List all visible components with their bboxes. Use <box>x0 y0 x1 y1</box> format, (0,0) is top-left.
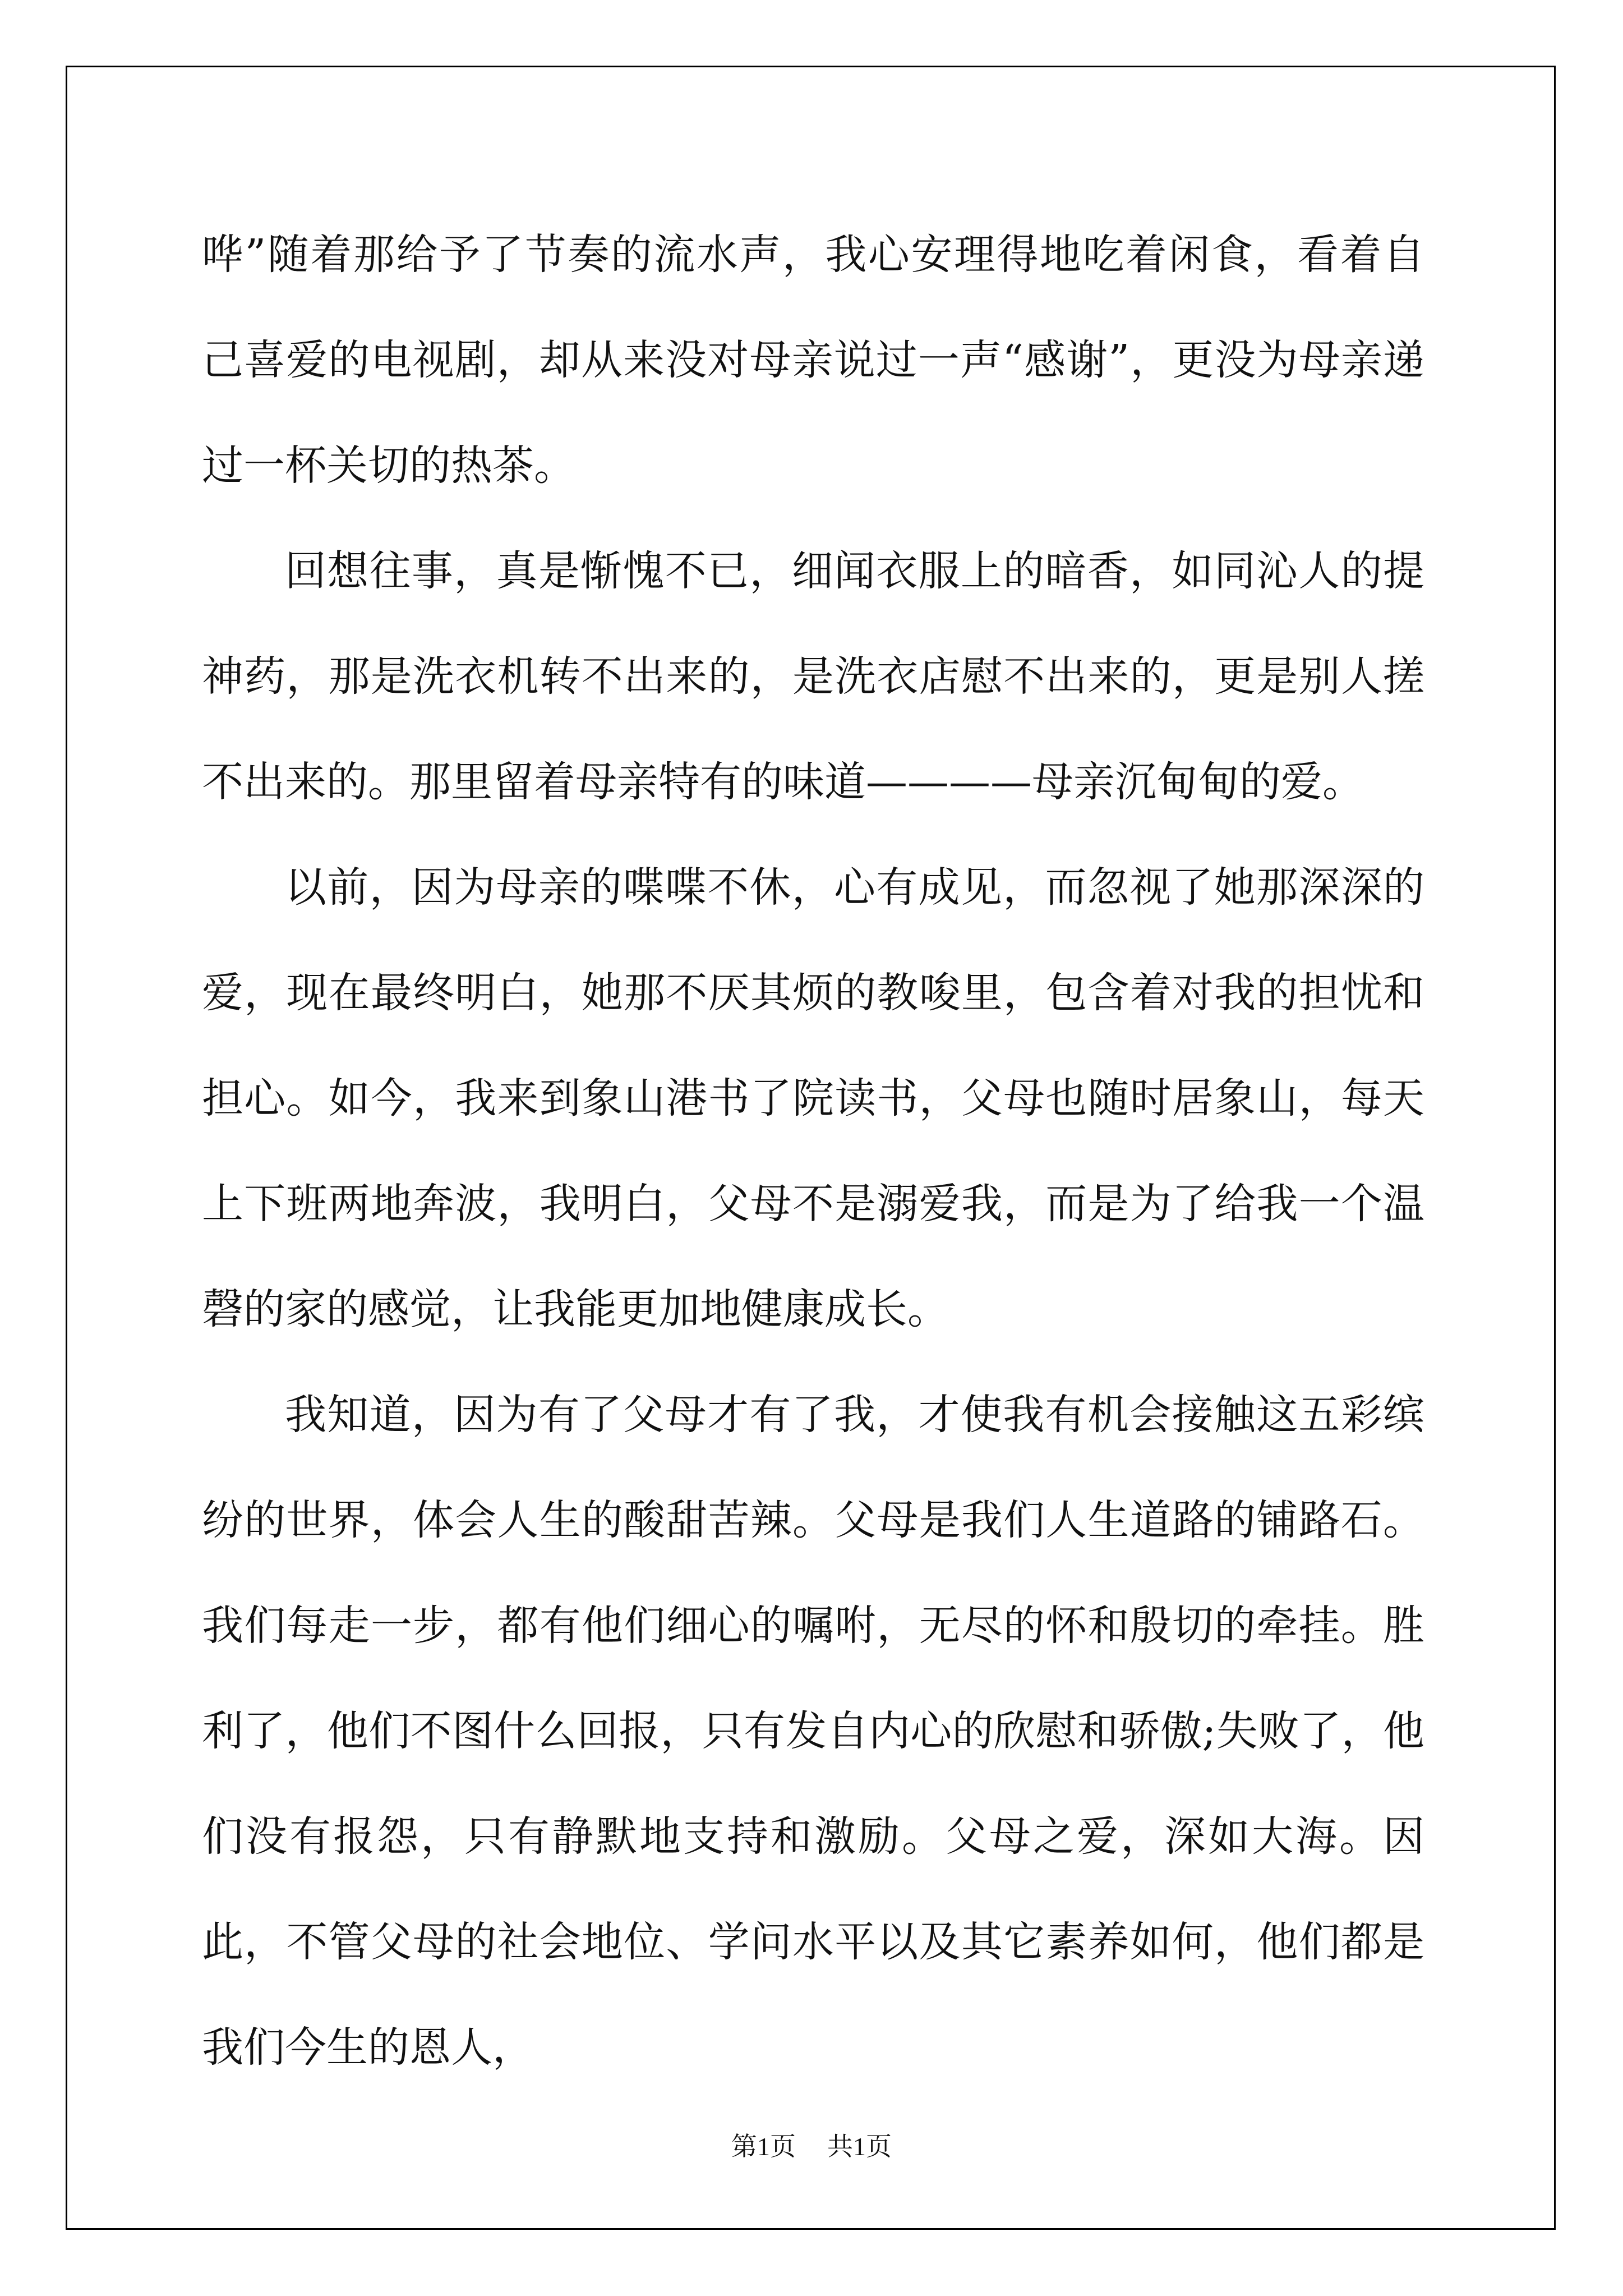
page-number-total: 共1页 <box>827 2132 892 2161</box>
document-body <box>202 202 1424 2100</box>
paragraph-1: 哗”随着那给予了节奏的流水声，我心安理得地吃着闲食，看着自己喜爱的电视剧，却从来没对母亲说过一声“感谢”，更没为母亲递过一杯关切的热茶。 <box>202 231 1424 490</box>
paragraph-2: 回想往事，真是惭愧不已，细闻衣服上的暗香，如同沁人的提神药，那是洗衣机转不出来的，是洗衣店慰不出来的，更是别人搓不出来的。那里留着母亲特有的味道————母亲沉甸甸的爱。 <box>202 547 1424 806</box>
page-footer <box>0 2126 1623 2163</box>
paragraph-4: 我知道，因为有了父母才有了我，才使我有机会接触这五彩缤纷的世界，体会人生的酸甜苦辣。父母是我们人生道路的铺路石。我们每走一步，都有他们细心的嘱咐，无尽的怀和殷切的牵挂。胜利了，他们不图什么回报，只有发自内心的欣慰和骄傲;失败了，他们没有报怨，只有静默地支持和激励。父母之爱，深如大海。因此，不管父母的社会地位、学问水平以及其它素养如何，他们都是我们今生的恩人， <box>202 1391 1424 2072</box>
page-number-current: 第1页 <box>731 2132 796 2161</box>
paragraph-3: 以前，因为母亲的喋喋不休，心有成见，而忽视了她那深深的爱，现在最终明白，她那不厌其烦的教唆里，包含着对我的担忧和担心。如今，我来到象山港书了院读书，父母也随时居象山，每天上下班两地奔波，我明白，父母不是溺爱我，而是为了给我一个温磬的家的感觉，让我能更加地健康成长。 <box>202 863 1424 1333</box>
